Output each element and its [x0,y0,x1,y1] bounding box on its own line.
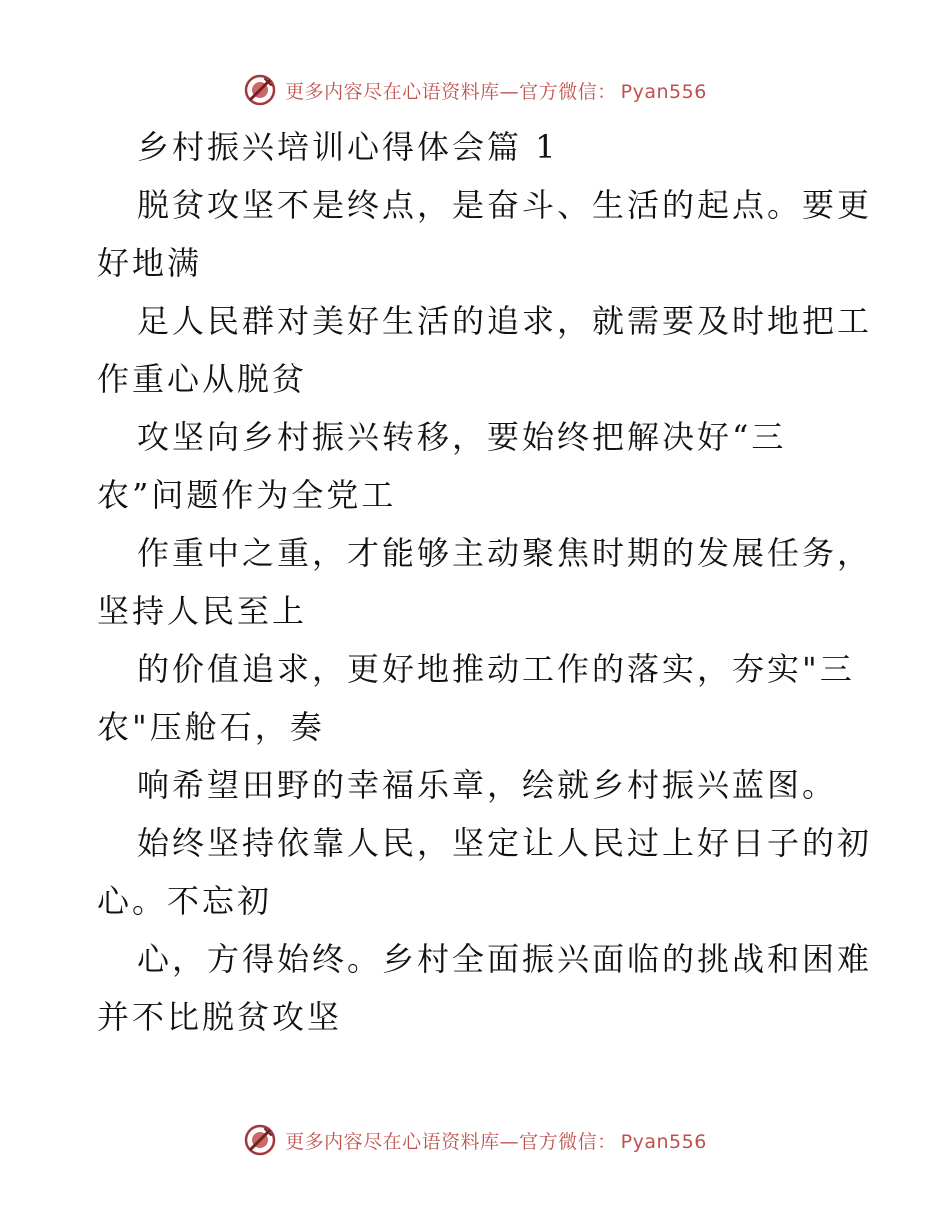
paragraph-line: 足人民群对美好生活的追求，就需要及时地把工 [137,302,873,340]
paragraph-line: 心。不忘初 [97,882,273,920]
header-watermark-text: 更多内容尽在心语资料库—官方微信： Pyan556 [285,80,707,103]
page-header-banner [0,70,950,110]
paragraph-line: 并不比脱贫攻坚 [97,998,343,1036]
paragraph-line: 作重中之重，才能够主动聚焦时期的发展任务， [137,534,873,572]
footer-watermark-text: 更多内容尽在心语资料库—官方微信： Pyan556 [285,1130,707,1153]
paragraph-line: 作重心从脱贫 [97,360,308,398]
paragraph-line: 攻坚向乡村振兴转移，要始终把解决好“三 [137,418,787,456]
document-title: 乡村振兴培训心得体会篇 1 [137,128,559,166]
paragraph-line: 的价值追求，更好地推动工作的落实，夯实"三 [137,650,855,688]
paragraph-line: 心，方得始终。乡村全面振兴面临的挑战和困难 [137,940,873,978]
seal-logo-icon [243,1123,277,1157]
document-body [97,118,873,1046]
seal-logo-icon [243,73,277,107]
paragraph-line: 农"压舱石，奏 [97,708,325,746]
paragraph-line: 坚持人民至上 [97,592,308,630]
paragraph-line: 响希望田野的幸福乐章，绘就乡村振兴蓝图。 [137,766,838,804]
paragraph-line: 脱贫攻坚不是终点，是奋斗、生活的起点。要更 [137,186,873,224]
paragraph-line: 好地满 [97,244,203,282]
paragraph-line: 农”问题作为全党工 [97,476,397,514]
page-footer-banner [0,1120,950,1160]
paragraph-line: 始终坚持依靠人民，坚定让人民过上好日子的初 [137,824,873,862]
